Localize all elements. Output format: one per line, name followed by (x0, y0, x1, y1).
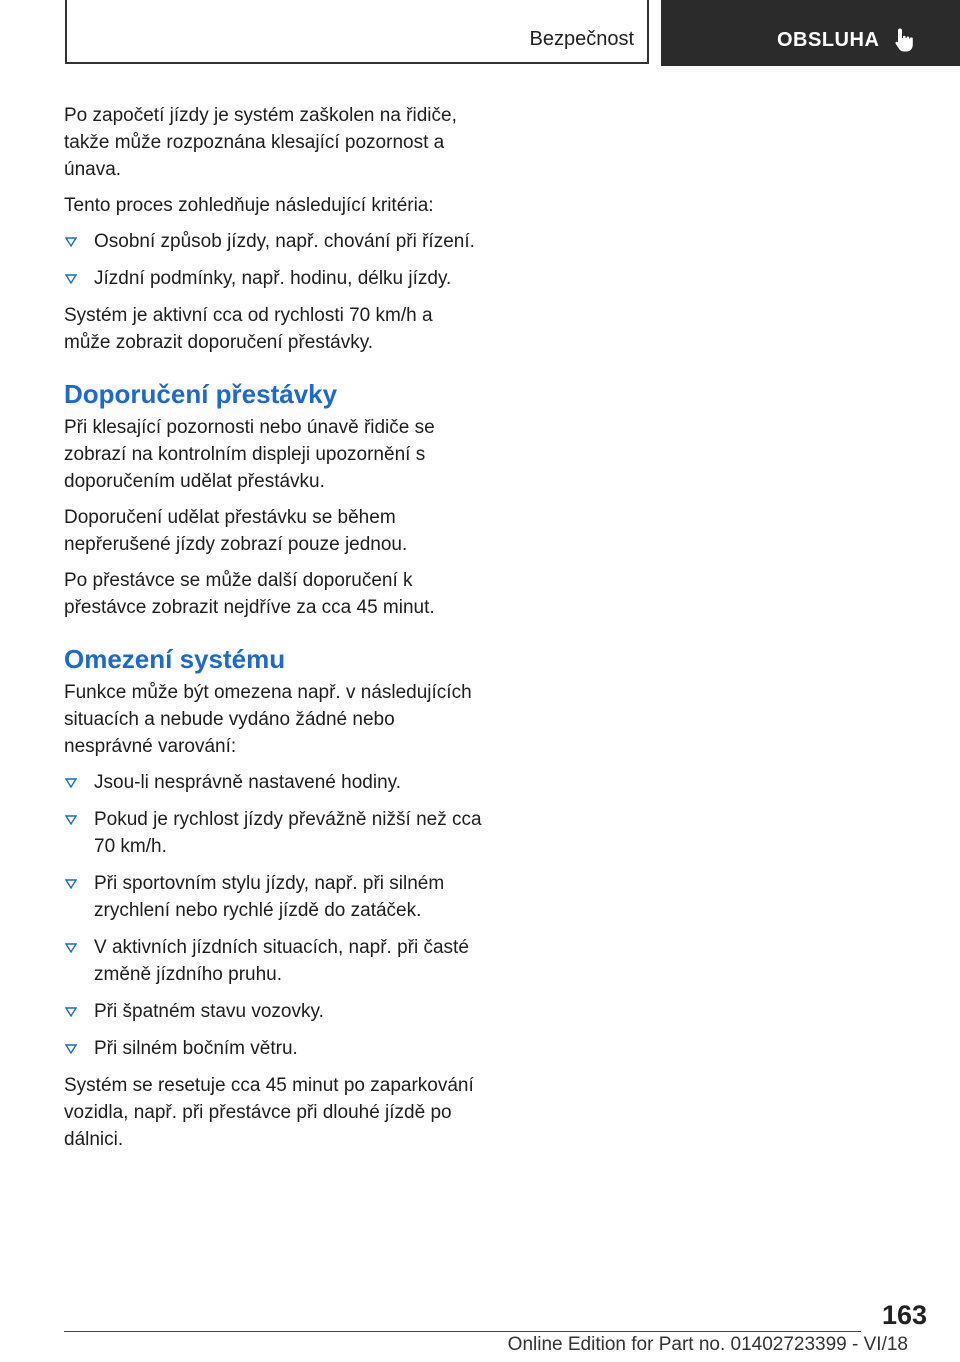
activation-paragraph: Systém je aktivní cca od rychlosti 70 km/h a může zobrazit doporučení přestávky. (64, 305, 433, 353)
triangle-bullet-icon (65, 237, 77, 247)
break-paragraph: Při klesající pozornosti nebo únavě řidiče se zobrazí na kontrolním displeji upozornění s doporučením udělat přestávku. (64, 417, 435, 492)
criteria-list (64, 228, 484, 292)
page-content (64, 102, 484, 1162)
break-paragraph: Po přestávce se může další doporučení k přestávce zobrazit nejdříve za cca 45 minut. (64, 570, 435, 618)
list-item: Osobní způsob jízdy, např. chování při řízení. (64, 228, 484, 255)
heading-system-limits: Omezení systému (64, 644, 286, 674)
list-item: Jsou-li nesprávně nastavené hodiny. (64, 769, 484, 796)
edition-footer: Online Edition for Part no. 01402723399 - VI/18 (507, 1334, 908, 1355)
list-item: Pokud je rychlost jízdy převážně nižší než cca 70 km/h. (64, 806, 484, 860)
triangle-bullet-icon (65, 778, 77, 788)
list-item: Při špatném stavu vozovky. (64, 998, 484, 1025)
footer-divider (64, 1331, 861, 1332)
limits-list (64, 769, 484, 1062)
triangle-bullet-icon (65, 879, 77, 889)
list-item: Při sportovním stylu jízdy, např. při silném zrychlení nebo rychlé jízdě do zatáček. (64, 870, 484, 924)
heading-break-recommendation: Doporučení přestávky (64, 379, 338, 409)
limits-intro: Funkce může být omezena např. v následujících situacích a nebude vydáno žádné nebo nesprávné varování: (64, 682, 472, 757)
triangle-bullet-icon (65, 815, 77, 825)
break-paragraph: Doporučení udělat přestávku se během nepřerušené jízdy zobrazí pouze jednou. (64, 507, 408, 555)
page-number: 163 (881, 1300, 927, 1330)
chapter-tab (661, 0, 960, 66)
chapter-tab-label: OBSLUHA (777, 29, 880, 51)
pointing-hand-icon (894, 27, 918, 53)
section-title: Bezpečnost (529, 28, 634, 50)
list-item: V aktivních jízdních situacích, např. při časté změně jízdního pruhu. (64, 934, 484, 988)
reset-paragraph: Systém se resetuje cca 45 minut po zaparkování vozidla, např. při přestávce při dlouhé jízdě po dálnici. (64, 1075, 474, 1150)
triangle-bullet-icon (65, 1044, 77, 1054)
triangle-bullet-icon (65, 1007, 77, 1017)
triangle-bullet-icon (65, 274, 77, 284)
triangle-bullet-icon (65, 943, 77, 953)
list-item: Jízdní podmínky, např. hodinu, délku jízdy. (64, 265, 484, 292)
intro-paragraph: Po započetí jízdy je systém zaškolen na řidiče, takže může rozpoznána klesající pozornost a únava. (64, 105, 457, 180)
list-item: Při silném bočním větru. (64, 1035, 484, 1062)
criteria-intro: Tento proces zohledňuje následující kritéria: (64, 195, 434, 216)
